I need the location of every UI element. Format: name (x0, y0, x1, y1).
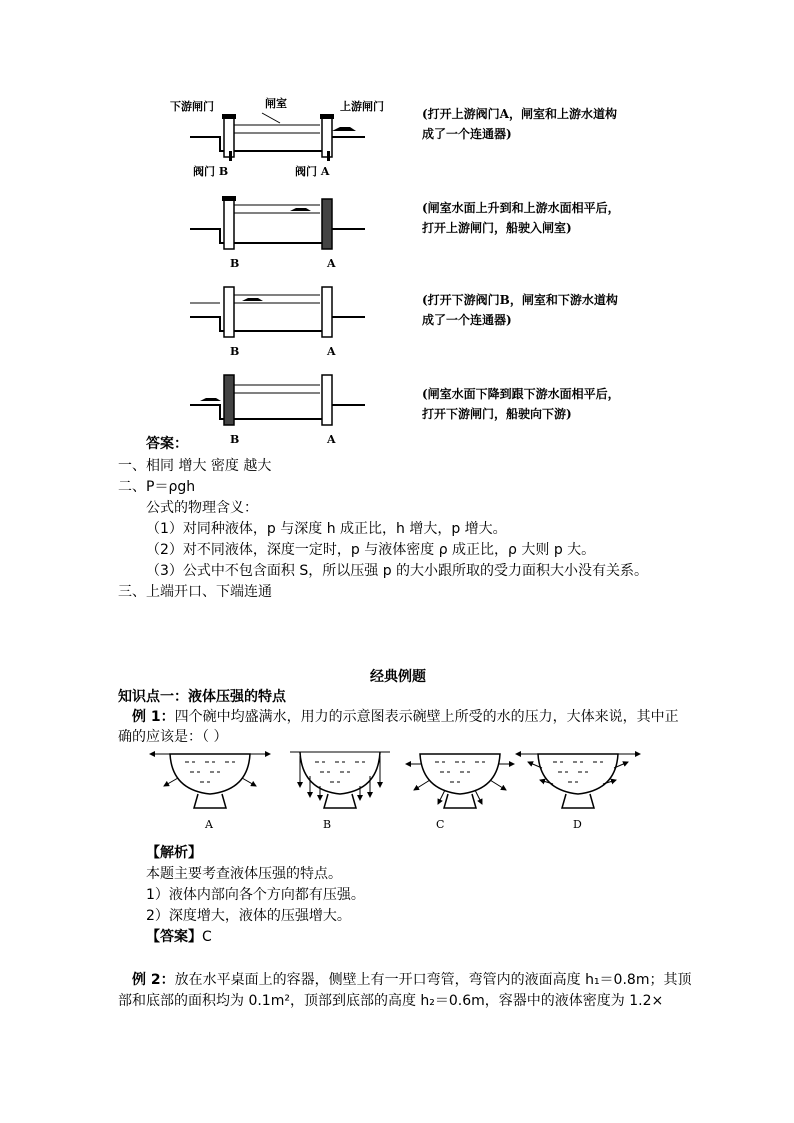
analysis-line-2: 1）液体内部向各个方向都有压强。 (146, 887, 365, 903)
answer-line-2: 二、P＝ρgh (118, 479, 196, 495)
example2-line2: 部和底部的面积均为 0.1m²，顶部到底部的高度 h₂＝0.6m，容器中的液体密度为 1.2× (118, 993, 664, 1009)
section-title: 经典例题 (370, 669, 426, 685)
svg-text:A: A (327, 433, 336, 446)
label-valve-b: 阀门 B (193, 165, 229, 178)
answer-line-4: （1）对同种液体，p 与深度 h 成正比，h 增大，p 增大。 (146, 521, 507, 537)
label-upstream-gate: 上游闸门 (340, 100, 384, 113)
svg-text:A: A (327, 257, 336, 270)
svg-text:B: B (230, 257, 240, 270)
option-d-label: D (573, 818, 582, 831)
answer-row (146, 927, 212, 947)
bowl-b (290, 752, 390, 808)
label-chamber: 闸室 (265, 97, 287, 110)
lock-caption-3: (打开下游阀门B，闸室和下游水道构 成了一个连通器) (422, 293, 618, 327)
lock-panel-1 (170, 96, 384, 178)
bowl-a (150, 754, 270, 808)
svg-text:A: A (327, 345, 336, 358)
bowl-c (406, 754, 514, 808)
analysis-label: 【解析】 (146, 845, 202, 861)
example2-label: 例 2： (132, 972, 175, 988)
lock-caption-4: (闸室水面下降到跟下游水面相平后， 打开下游闸门，船驶向下游) (422, 387, 620, 421)
answer-line-3: 公式的物理含义： (146, 500, 258, 516)
lock-caption-1: (打开上游阀门A，闸室和上游水道构 成了一个连通器) (422, 107, 617, 141)
ship-lock-figure (170, 95, 384, 446)
answer-line-1: 一、相同 增大 密度 越大 (118, 458, 272, 474)
bowls-figure (150, 742, 650, 837)
lock-caption-2: (闸室水面上升到和上游水面相平后， 打开上游闸门，船驶入闸室) (422, 201, 620, 235)
example1-line1: 例 1：四个碗中均盛满水，用力的示意图表示碗壁上所受的水的压力，大体来说，其中正 (132, 709, 679, 725)
answer-line-6: （3）公式中不包含面积 S，所以压强 p 的大小跟所取的受力面积大小没有关系。 (146, 563, 649, 579)
analysis-line-1: 本题主要考查液体压强的特点。 (146, 866, 342, 882)
answer-line-7: 三、上端开口、下端连通 (118, 584, 272, 600)
lock-panel-2 (190, 196, 365, 270)
label-downstream-gate: 下游闸门 (170, 100, 214, 113)
lock-panel-3 (190, 287, 365, 358)
label-valve-a: 阀门 A (295, 165, 330, 178)
answer-value: C (202, 929, 212, 945)
analysis-line-3: 2）深度增大，液体的压强增大。 (146, 908, 351, 924)
lock-panel-4 (190, 375, 365, 446)
answer-label: 【答案】 (146, 929, 202, 945)
svg-text:B: B (230, 433, 240, 446)
option-b-label: B (323, 818, 332, 831)
example2-line1: 例 2：放在水平桌面上的容器，侧壁上有一开口弯管，弯管内的液面高度 h₁＝0.8m；其顶 (132, 972, 692, 988)
answer-line-5: （2）对不同液体，深度一定时，p 与液体密度 ρ 成正比，ρ 大则 p 大。 (146, 542, 596, 558)
knowledge-point-title: 知识点一：液体压强的特点 (118, 689, 286, 705)
svg-text:B: B (230, 345, 240, 358)
example1-label: 例 1： (132, 709, 175, 725)
answers-heading: 答案： (146, 436, 188, 452)
option-a-label: A (205, 818, 213, 831)
example1-line2: 确的应该是：（ ） (118, 729, 228, 745)
option-c-label: C (436, 818, 445, 831)
bowl-d (516, 754, 640, 808)
